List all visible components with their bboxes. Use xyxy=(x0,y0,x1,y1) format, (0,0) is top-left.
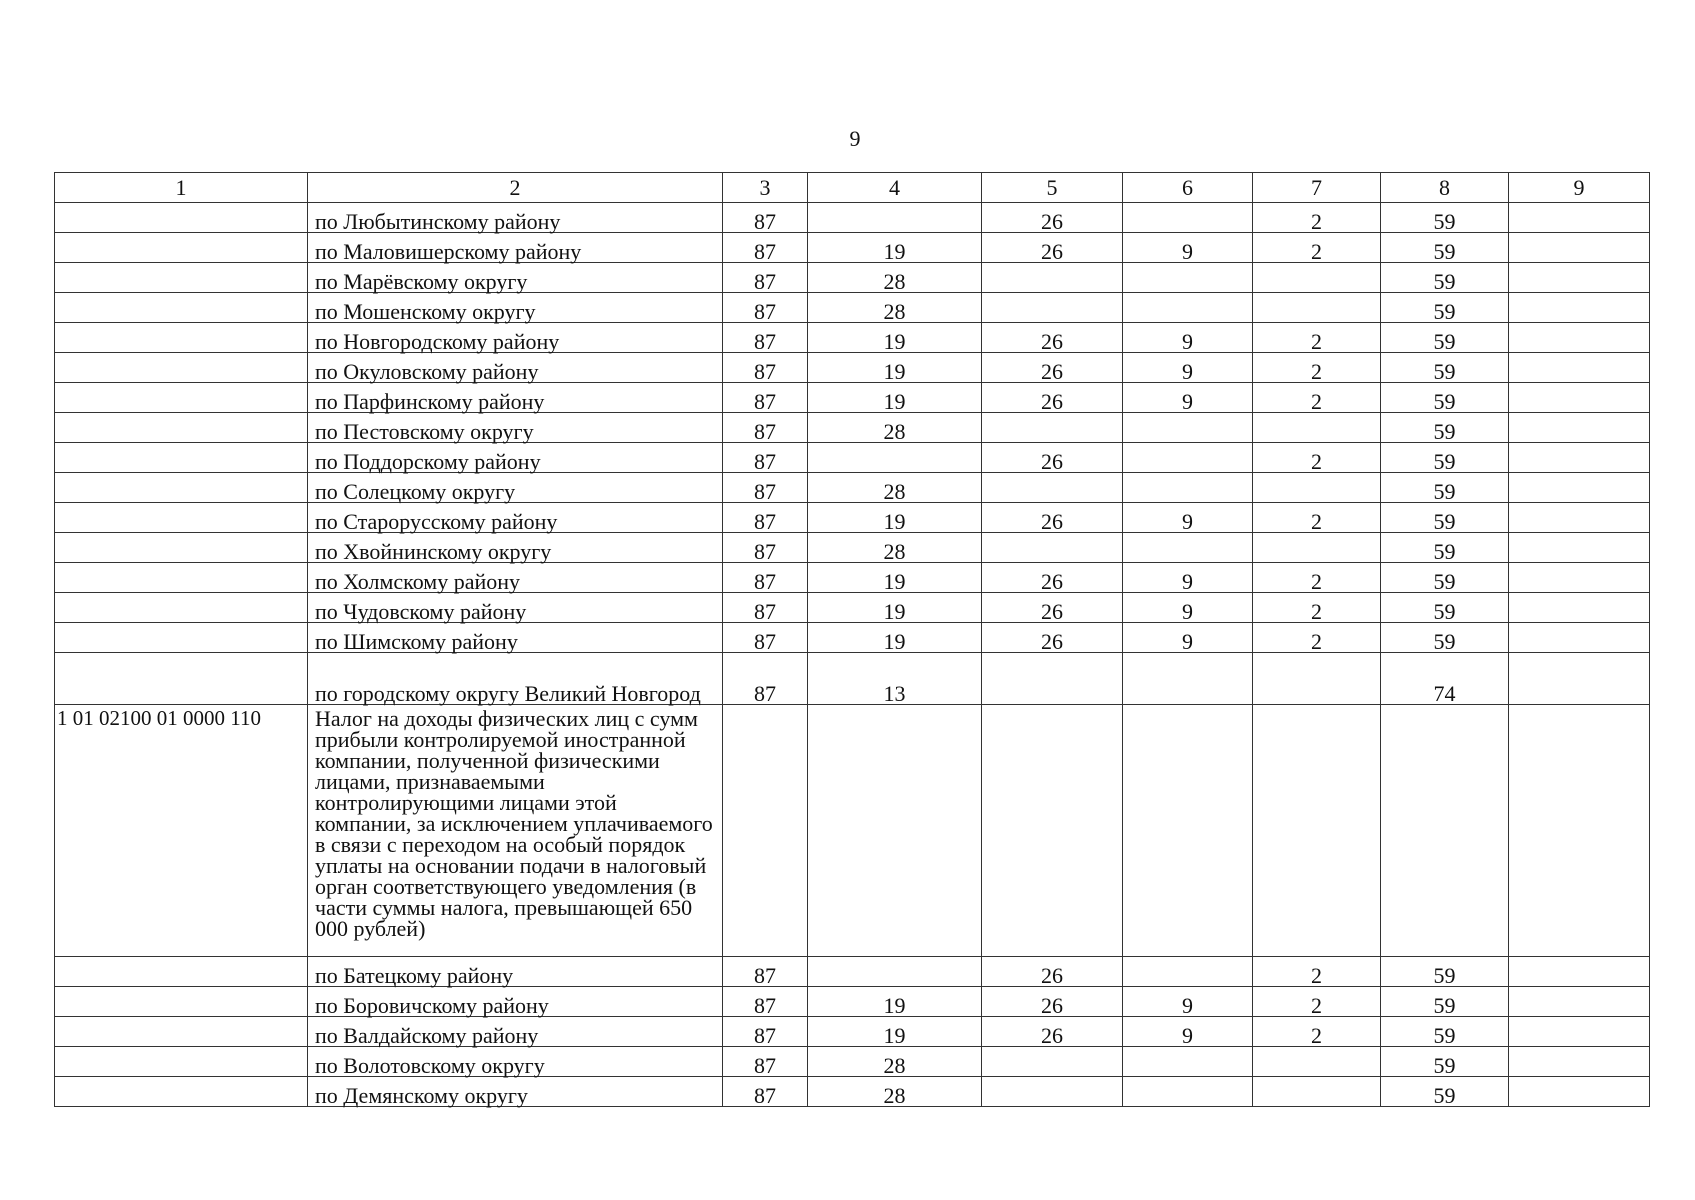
col3-cell: 87 xyxy=(723,623,808,653)
col7-cell xyxy=(1253,1047,1381,1077)
col5-cell xyxy=(982,413,1123,443)
col4-cell: 28 xyxy=(808,263,982,293)
col7-cell: 2 xyxy=(1253,1017,1381,1047)
col9-cell xyxy=(1509,1017,1650,1047)
col9-cell xyxy=(1509,263,1650,293)
col4-cell: 13 xyxy=(808,653,982,705)
col3-cell: 87 xyxy=(723,957,808,987)
col4-cell: 28 xyxy=(808,473,982,503)
col4-cell: 19 xyxy=(808,323,982,353)
col9-cell xyxy=(1509,987,1650,1017)
col8-cell: 59 xyxy=(1381,233,1509,263)
col9-cell xyxy=(1509,705,1650,957)
budget-code-cell xyxy=(55,957,308,987)
col7-cell: 2 xyxy=(1253,987,1381,1017)
col5-cell: 26 xyxy=(982,593,1123,623)
col6-cell xyxy=(1123,653,1253,705)
col4-cell: 19 xyxy=(808,563,982,593)
table-row xyxy=(55,705,1650,957)
col5-cell: 26 xyxy=(982,383,1123,413)
budget-code-cell xyxy=(55,563,308,593)
table-row xyxy=(55,653,1650,705)
col5-cell: 26 xyxy=(982,1017,1123,1047)
col4-cell: 28 xyxy=(808,413,982,443)
col8-cell: 59 xyxy=(1381,593,1509,623)
table-row xyxy=(55,353,1650,383)
col8-cell: 59 xyxy=(1381,413,1509,443)
col4-cell: 28 xyxy=(808,1047,982,1077)
col6-cell xyxy=(1123,1077,1253,1107)
col9-cell xyxy=(1509,593,1650,623)
header-cell: 5 xyxy=(982,173,1123,203)
col5-cell: 26 xyxy=(982,957,1123,987)
col3-cell: 87 xyxy=(723,653,808,705)
table-row xyxy=(55,473,1650,503)
header-cell: 2 xyxy=(308,173,723,203)
col7-cell: 2 xyxy=(1253,203,1381,233)
col4-cell: 28 xyxy=(808,293,982,323)
name-cell: по Волотовскому округу xyxy=(308,1047,723,1077)
table-row xyxy=(55,293,1650,323)
col5-cell: 26 xyxy=(982,233,1123,263)
col5-cell xyxy=(982,293,1123,323)
name-cell: по Батецкому району xyxy=(308,957,723,987)
col9-cell xyxy=(1509,383,1650,413)
col7-cell: 2 xyxy=(1253,233,1381,263)
budget-code-cell xyxy=(55,443,308,473)
col4-cell: 19 xyxy=(808,1017,982,1047)
col5-cell xyxy=(982,263,1123,293)
budget-code-cell xyxy=(55,503,308,533)
col6-cell: 9 xyxy=(1123,1017,1253,1047)
budget-code-cell xyxy=(55,623,308,653)
table-row xyxy=(55,503,1650,533)
budget-code-cell xyxy=(55,233,308,263)
name-cell: по Солецкому округу xyxy=(308,473,723,503)
table-row xyxy=(55,263,1650,293)
col7-cell: 2 xyxy=(1253,593,1381,623)
col6-cell: 9 xyxy=(1123,353,1253,383)
col5-cell xyxy=(982,533,1123,563)
col9-cell xyxy=(1509,957,1650,987)
name-cell: по Пестовскому округу xyxy=(308,413,723,443)
col4-cell xyxy=(808,957,982,987)
col8-cell: 59 xyxy=(1381,503,1509,533)
header-cell: 8 xyxy=(1381,173,1509,203)
col7-cell xyxy=(1253,473,1381,503)
col3-cell: 87 xyxy=(723,293,808,323)
col7-cell xyxy=(1253,653,1381,705)
col8-cell: 59 xyxy=(1381,263,1509,293)
col4-cell: 19 xyxy=(808,623,982,653)
col9-cell xyxy=(1509,473,1650,503)
col3-cell: 87 xyxy=(723,563,808,593)
col6-cell xyxy=(1123,293,1253,323)
budget-code-cell xyxy=(55,383,308,413)
col6-cell: 9 xyxy=(1123,233,1253,263)
col4-cell: 19 xyxy=(808,593,982,623)
header-cell: 9 xyxy=(1509,173,1650,203)
col6-cell: 9 xyxy=(1123,323,1253,353)
col9-cell xyxy=(1509,233,1650,263)
col7-cell: 2 xyxy=(1253,623,1381,653)
name-cell: по Демянскому округу xyxy=(308,1077,723,1107)
col9-cell xyxy=(1509,413,1650,443)
col8-cell: 59 xyxy=(1381,293,1509,323)
table-row xyxy=(55,957,1650,987)
name-cell: по Марёвскому округу xyxy=(308,263,723,293)
header-cell: 1 xyxy=(55,173,308,203)
col6-cell: 9 xyxy=(1123,623,1253,653)
col6-cell: 9 xyxy=(1123,503,1253,533)
col8-cell: 59 xyxy=(1381,203,1509,233)
col8-cell: 74 xyxy=(1381,653,1509,705)
col5-cell: 26 xyxy=(982,987,1123,1017)
col8-cell: 59 xyxy=(1381,1047,1509,1077)
budget-code-cell xyxy=(55,473,308,503)
col3-cell: 87 xyxy=(723,987,808,1017)
budget-code-cell xyxy=(55,293,308,323)
col9-cell xyxy=(1509,323,1650,353)
table-row xyxy=(55,593,1650,623)
budget-code-cell xyxy=(55,987,308,1017)
col7-cell xyxy=(1253,705,1381,957)
col5-cell: 26 xyxy=(982,353,1123,383)
budget-code-cell xyxy=(55,263,308,293)
name-cell: Налог на доходы физических лиц с сумм прибыли контролируемой иностранной компании, полученной физическими лицами, признаваемыми контролирующими лицами этой компании, за исключением уплачиваемого в связи с переходом на особый порядок уплаты на основании подачи в налоговый орган соответствующего уведомления (в части суммы налога, превышающей 650 000 рублей) xyxy=(308,705,723,957)
col8-cell: 59 xyxy=(1381,533,1509,563)
budget-code-cell xyxy=(55,593,308,623)
budget-code-cell xyxy=(55,1017,308,1047)
col7-cell xyxy=(1253,413,1381,443)
col5-cell xyxy=(982,1047,1123,1077)
col3-cell: 87 xyxy=(723,263,808,293)
name-cell: по Валдайскому району xyxy=(308,1017,723,1047)
col4-cell: 19 xyxy=(808,503,982,533)
col8-cell: 59 xyxy=(1381,957,1509,987)
col4-cell: 19 xyxy=(808,987,982,1017)
col9-cell xyxy=(1509,203,1650,233)
table-row xyxy=(55,233,1650,263)
col9-cell xyxy=(1509,293,1650,323)
table-row xyxy=(55,323,1650,353)
col8-cell: 59 xyxy=(1381,623,1509,653)
table-row xyxy=(55,623,1650,653)
col6-cell xyxy=(1123,203,1253,233)
col7-cell: 2 xyxy=(1253,323,1381,353)
budget-code-cell xyxy=(55,653,308,705)
col8-cell: 59 xyxy=(1381,383,1509,413)
col4-cell: 28 xyxy=(808,533,982,563)
name-cell: по Чудовскому району xyxy=(308,593,723,623)
col7-cell: 2 xyxy=(1253,443,1381,473)
col3-cell: 87 xyxy=(723,1017,808,1047)
col8-cell: 59 xyxy=(1381,1017,1509,1047)
name-cell: по Парфинскому району xyxy=(308,383,723,413)
col8-cell: 59 xyxy=(1381,353,1509,383)
col7-cell xyxy=(1253,293,1381,323)
col4-cell xyxy=(808,705,982,957)
col6-cell: 9 xyxy=(1123,987,1253,1017)
budget-code-cell xyxy=(55,323,308,353)
col3-cell: 87 xyxy=(723,593,808,623)
table-row xyxy=(55,563,1650,593)
col4-cell: 19 xyxy=(808,353,982,383)
col3-cell: 87 xyxy=(723,1047,808,1077)
header-row xyxy=(55,173,1650,203)
col3-cell: 87 xyxy=(723,473,808,503)
col9-cell xyxy=(1509,563,1650,593)
col5-cell: 26 xyxy=(982,563,1123,593)
col9-cell xyxy=(1509,353,1650,383)
col9-cell xyxy=(1509,1047,1650,1077)
name-cell: по Старорусскому району xyxy=(308,503,723,533)
col6-cell xyxy=(1123,413,1253,443)
col3-cell: 87 xyxy=(723,533,808,563)
header-cell: 7 xyxy=(1253,173,1381,203)
col5-cell: 26 xyxy=(982,503,1123,533)
col3-cell: 87 xyxy=(723,203,808,233)
budget-code-cell xyxy=(55,353,308,383)
col8-cell: 59 xyxy=(1381,443,1509,473)
col4-cell: 19 xyxy=(808,233,982,263)
col6-cell: 9 xyxy=(1123,383,1253,413)
col9-cell xyxy=(1509,443,1650,473)
col6-cell xyxy=(1123,1047,1253,1077)
col6-cell xyxy=(1123,533,1253,563)
col3-cell: 87 xyxy=(723,233,808,263)
col9-cell xyxy=(1509,653,1650,705)
col8-cell xyxy=(1381,705,1509,957)
col5-cell: 26 xyxy=(982,323,1123,353)
table-row xyxy=(55,443,1650,473)
name-cell: по городскому округу Великий Новгород xyxy=(308,653,723,705)
col5-cell xyxy=(982,473,1123,503)
col7-cell xyxy=(1253,263,1381,293)
budget-code-cell xyxy=(55,203,308,233)
col4-cell: 19 xyxy=(808,383,982,413)
budget-code-cell xyxy=(55,533,308,563)
table-row xyxy=(55,1077,1650,1107)
col5-cell: 26 xyxy=(982,623,1123,653)
col6-cell xyxy=(1123,473,1253,503)
col9-cell xyxy=(1509,503,1650,533)
col6-cell: 9 xyxy=(1123,563,1253,593)
col3-cell xyxy=(723,705,808,957)
name-cell: по Шимскому району xyxy=(308,623,723,653)
col7-cell: 2 xyxy=(1253,503,1381,533)
col5-cell xyxy=(982,705,1123,957)
name-cell: по Боровичскому району xyxy=(308,987,723,1017)
col3-cell: 87 xyxy=(723,323,808,353)
name-cell: по Любытинскому району xyxy=(308,203,723,233)
name-cell: по Поддорскому району xyxy=(308,443,723,473)
col9-cell xyxy=(1509,1077,1650,1107)
table-row xyxy=(55,203,1650,233)
col7-cell: 2 xyxy=(1253,383,1381,413)
col7-cell: 2 xyxy=(1253,353,1381,383)
name-cell: по Новгородскому району xyxy=(308,323,723,353)
col5-cell xyxy=(982,653,1123,705)
col8-cell: 59 xyxy=(1381,1077,1509,1107)
name-cell: по Маловишерскому району xyxy=(308,233,723,263)
budget-code-cell xyxy=(55,1077,308,1107)
col4-cell xyxy=(808,203,982,233)
col8-cell: 59 xyxy=(1381,323,1509,353)
col6-cell xyxy=(1123,443,1253,473)
col5-cell xyxy=(982,1077,1123,1107)
col9-cell xyxy=(1509,533,1650,563)
col9-cell xyxy=(1509,623,1650,653)
table-row xyxy=(55,1017,1650,1047)
name-cell: по Окуловскому району xyxy=(308,353,723,383)
col6-cell xyxy=(1123,263,1253,293)
col6-cell xyxy=(1123,957,1253,987)
header-cell: 4 xyxy=(808,173,982,203)
col3-cell: 87 xyxy=(723,443,808,473)
col6-cell: 9 xyxy=(1123,593,1253,623)
col6-cell xyxy=(1123,705,1253,957)
budget-code-cell xyxy=(55,1047,308,1077)
header-cell: 3 xyxy=(723,173,808,203)
table-row xyxy=(55,1047,1650,1077)
name-cell: по Мошенскому округу xyxy=(308,293,723,323)
col7-cell xyxy=(1253,533,1381,563)
col7-cell: 2 xyxy=(1253,957,1381,987)
col7-cell: 2 xyxy=(1253,563,1381,593)
col4-cell xyxy=(808,443,982,473)
col4-cell: 28 xyxy=(808,1077,982,1107)
table-row xyxy=(55,533,1650,563)
col7-cell xyxy=(1253,1077,1381,1107)
col8-cell: 59 xyxy=(1381,473,1509,503)
name-cell: по Холмскому району xyxy=(308,563,723,593)
budget-code-cell xyxy=(55,413,308,443)
table-row xyxy=(55,987,1650,1017)
col3-cell: 87 xyxy=(723,503,808,533)
budget-code-cell: 1 01 02100 01 0000 110 xyxy=(55,705,308,957)
name-cell: по Хвойнинскому округу xyxy=(308,533,723,563)
col5-cell: 26 xyxy=(982,443,1123,473)
col8-cell: 59 xyxy=(1381,987,1509,1017)
col5-cell: 26 xyxy=(982,203,1123,233)
col3-cell: 87 xyxy=(723,413,808,443)
col8-cell: 59 xyxy=(1381,563,1509,593)
col3-cell: 87 xyxy=(723,353,808,383)
page-number: 9 xyxy=(849,126,861,151)
col3-cell: 87 xyxy=(723,1077,808,1107)
distribution-table xyxy=(54,172,1650,1107)
table-row xyxy=(55,413,1650,443)
header-cell: 6 xyxy=(1123,173,1253,203)
table-row xyxy=(55,383,1650,413)
col3-cell: 87 xyxy=(723,383,808,413)
